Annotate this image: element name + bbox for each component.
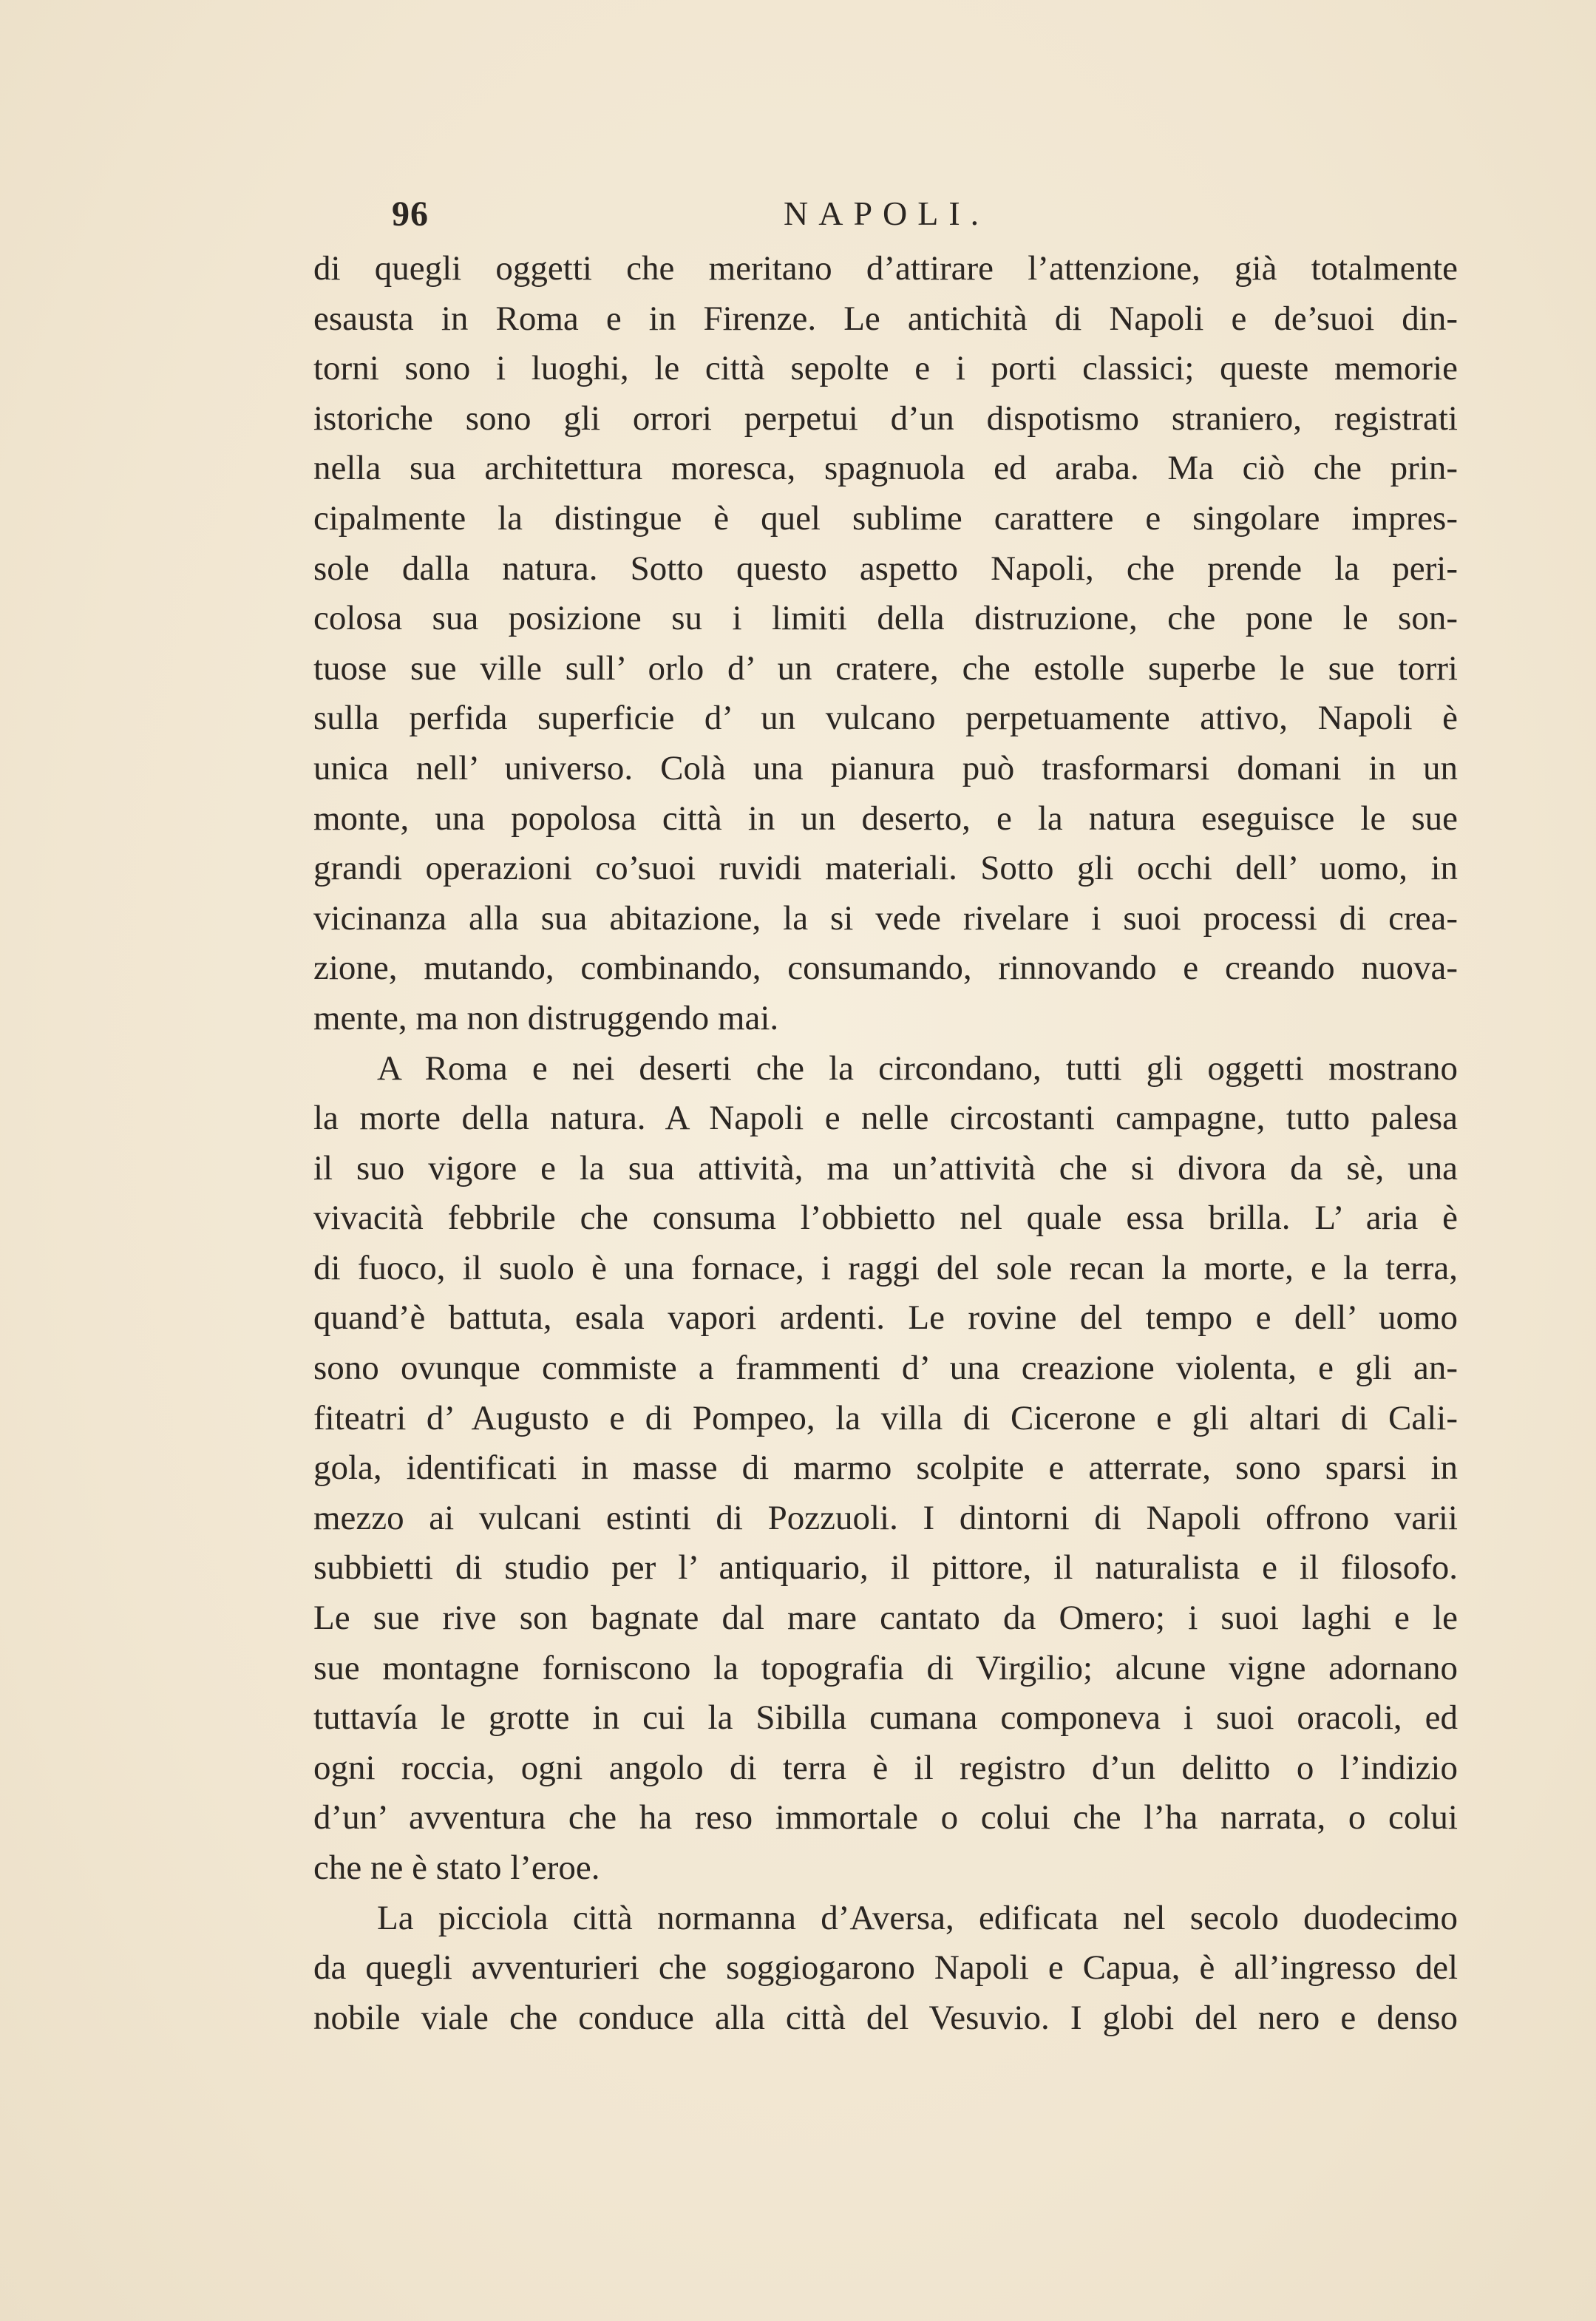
text-line: istoriche sono gli orrori perpetui d’un dispotismo straniero, registrati bbox=[313, 399, 1458, 438]
text-line: ogni roccia, ogni angolo di terra è il registro d’un delitto o l’indizio bbox=[313, 1748, 1458, 1787]
text-line: d’un’ avventura che ha reso immortale o colui che l’ha narrata, o colui bbox=[313, 1798, 1458, 1837]
body-text bbox=[313, 244, 1458, 2043]
text-line: di fuoco, il suolo è una fornace, i raggi del sole recan la morte, e la terra, bbox=[313, 1248, 1458, 1287]
text-line: quand’è battuta, esala vapori ardenti. Le rovine del tempo e dell’ uomo bbox=[313, 1298, 1458, 1338]
text-line: nella sua architettura moresca, spagnuola ed araba. Ma ciò che prin- bbox=[313, 449, 1458, 488]
text-line: unica nell’ universo. Colà una pianura può trasformarsi domani in un bbox=[313, 748, 1458, 787]
text-line: sulla perfida superficie d’ un vulcano perpetuamente attivo, Napoli è bbox=[313, 699, 1458, 738]
text-line: cipalmente la distingue è quel sublime carattere e singolare impres- bbox=[313, 498, 1458, 538]
paragraph-end-line: mente, ma non distruggendo mai. bbox=[313, 998, 779, 1037]
text-line: mezzo ai vulcani estinti di Pozzuoli. I dintorni di Napoli offrono varii bbox=[313, 1498, 1458, 1537]
text-line: nobile viale che conduce alla città del Vesuvio. I globi del nero e denso bbox=[313, 1998, 1458, 2037]
paragraph-start-line: La picciola città normanna d’Aversa, edificata nel secolo duodecimo bbox=[377, 1898, 1458, 1937]
text-line: la morte della natura. A Napoli e nelle circostanti campagne, tutto palesa bbox=[313, 1099, 1458, 1138]
text-line: sole dalla natura. Sotto questo aspetto Napoli, che prende la peri- bbox=[313, 549, 1458, 588]
paragraph-start-line: A Roma e nei deserti che la circondano, tutti gli oggetti mostrano bbox=[377, 1048, 1458, 1088]
text-line: fiteatri d’ Augusto e di Pompeo, la villa di Cicerone e gli altari di Cali- bbox=[313, 1398, 1458, 1437]
page-number: 96 bbox=[392, 194, 429, 234]
text-line: grandi operazioni co’suoi ruvidi materiali. Sotto gli occhi dell’ uomo, in bbox=[313, 849, 1458, 888]
text-line: vivacità febbrile che consuma l’obbietto nel quale essa brilla. L’ aria è bbox=[313, 1199, 1458, 1238]
paragraph-end-line: che ne è stato l’eroe. bbox=[313, 1849, 600, 1887]
text-line: colosa sua posizione su i limiti della distruzione, che pone le son- bbox=[313, 599, 1458, 638]
text-line: gola, identificati in masse di marmo scolpite e atterrate, sono sparsi in bbox=[313, 1448, 1458, 1488]
text-line: Le sue rive son bagnate dal mare cantato da Omero; i suoi laghi e le bbox=[313, 1599, 1458, 1638]
text-line: zione, mutando, combinando, consumando, rinnovando e creando nuova- bbox=[313, 949, 1458, 988]
text-line: tuttavía le grotte in cui la Sibilla cumana componeva i suoi oracoli, ed bbox=[313, 1698, 1458, 1738]
text-line: sono ovunque commiste a frammenti d’ una creazione violenta, e gli an- bbox=[313, 1349, 1458, 1388]
running-title: NAPOLI. bbox=[784, 194, 990, 232]
text-line: sue montagne forniscono la topografia di Virgilio; alcune vigne adornano bbox=[313, 1648, 1458, 1687]
text-line: di quegli oggetti che meritano d’attirare l’attenzione, già totalmente bbox=[313, 249, 1458, 288]
text-line: subbietti di studio per l’ antiquario, il pittore, il naturalista e il filosofo. bbox=[313, 1548, 1458, 1588]
text-line: vicinanza alla sua abitazione, la si vede rivelare i suoi processi di crea- bbox=[313, 898, 1458, 938]
text-line: monte, una popolosa città in un deserto, e la natura eseguisce le sue bbox=[313, 799, 1458, 838]
text-line: tuose sue ville sull’ orlo d’ un cratere, che estolle superbe le sue torri bbox=[313, 648, 1458, 688]
text-line: il suo vigore e la sua attività, ma un’attività che si divora da sè, una bbox=[313, 1148, 1458, 1187]
text-line: torni sono i luoghi, le città sepolte e i porti classici; queste memorie bbox=[313, 349, 1458, 388]
text-line: da quegli avventurieri che soggiogarono Napoli e Capua, è all’ingresso del bbox=[313, 1948, 1458, 1988]
running-header bbox=[310, 194, 1458, 238]
text-line: esausta in Roma e in Firenze. Le antichità di Napoli e de’suoi din- bbox=[313, 299, 1458, 338]
